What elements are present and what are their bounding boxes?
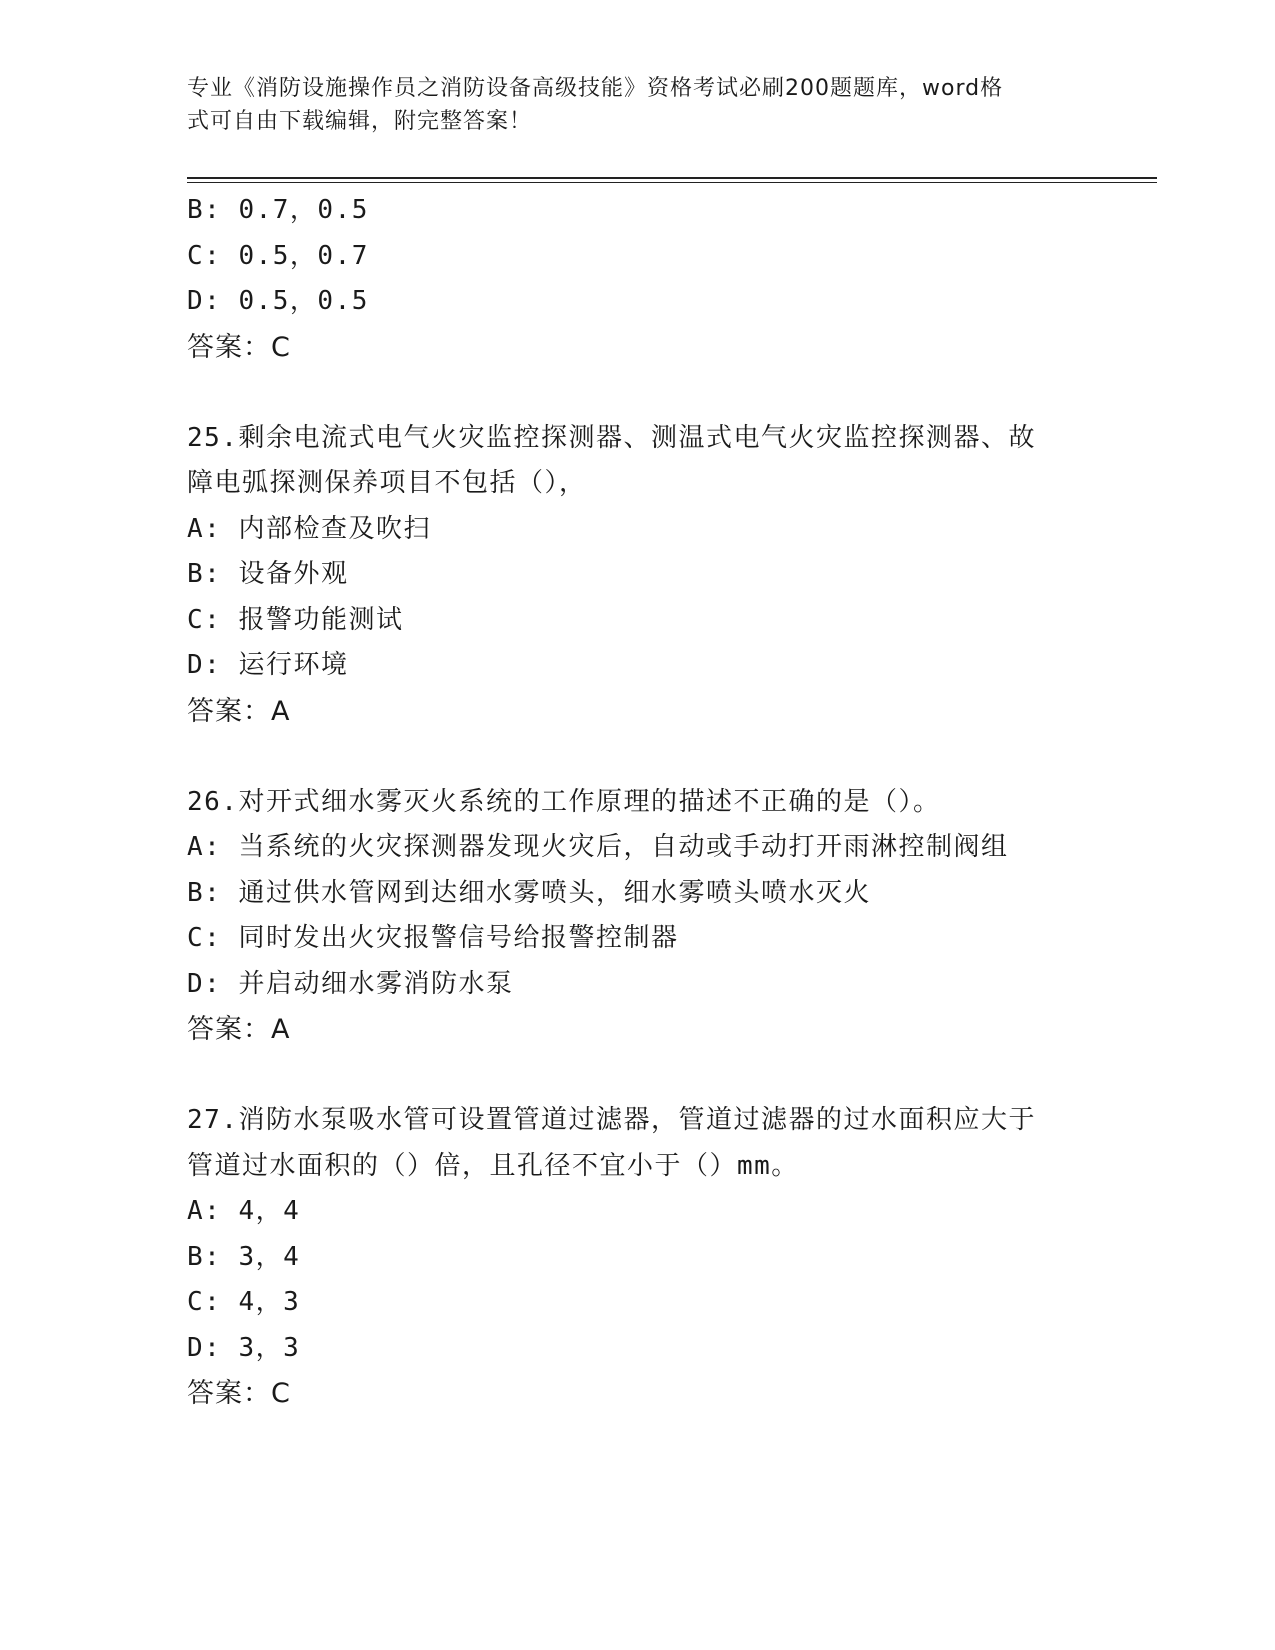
document-header	[187, 72, 1067, 138]
answer-line: 答案：A	[187, 1014, 291, 1045]
header-line-1: 专业《消防设施操作员之消防设备高级技能》资格考试必刷200题题库，word格	[187, 76, 1004, 101]
spacer	[187, 1053, 1087, 1099]
option-a: A: 内部检查及吹扫	[187, 513, 431, 544]
option-c: C: 同时发出火灾报警信号给报警控制器	[187, 923, 679, 953]
stem-line: 管道过水面积的（）倍，且孔径不宜小于（）mm。	[187, 1150, 799, 1181]
question-stem	[187, 416, 1087, 507]
stem-line: 25.剩余电流式电气火灾监控探测器、测温式电气火灾监控探测器、故	[187, 422, 1036, 453]
option-a: A: 当系统的火灾探测器发现火灾后，自动或手动打开雨淋控制阀组	[187, 832, 1009, 862]
spacer	[187, 370, 1087, 416]
answer-line: 答案：C	[187, 331, 291, 363]
option-c: C: 0.5，0.7	[187, 240, 369, 271]
prev-question	[187, 188, 1087, 370]
answer-line: 答案：C	[187, 1378, 291, 1409]
header-line-2: 式可自由下载编辑，附完整答案！	[187, 109, 533, 134]
option-d: D: 3，3	[187, 1332, 301, 1363]
header-rule-thin	[187, 182, 1157, 183]
option-b: B: 通过供水管网到达细水雾喷头，细水雾喷头喷水灭火	[187, 877, 871, 908]
option-c: C: 4，3	[187, 1287, 301, 1317]
option-d: D: 运行环境	[187, 650, 349, 680]
option-b: B: 设备外观	[187, 559, 349, 589]
question-stem	[187, 1098, 1087, 1189]
option-b: B: 0.7，0.5	[187, 195, 369, 225]
question-content	[187, 188, 1087, 1417]
question-stem	[187, 780, 1087, 826]
option-a: A: 4，4	[187, 1196, 301, 1226]
option-d: D: 并启动细水雾消防水泵	[187, 968, 514, 999]
stem-line: 26.对开式细水雾灭火系统的工作原理的描述不正确的是（）。	[187, 786, 941, 817]
header-rule-thick	[187, 177, 1157, 179]
question-27	[187, 1098, 1087, 1417]
spacer	[187, 734, 1087, 780]
option-c: C: 报警功能测试	[187, 604, 404, 635]
stem-line: 障电弧探测保养项目不包括（），	[187, 468, 587, 498]
question-25	[187, 416, 1087, 735]
option-d: D: 0.5，0.5	[187, 286, 369, 316]
question-26	[187, 780, 1087, 1053]
option-b: B: 3，4	[187, 1241, 301, 1272]
stem-line: 27.消防水泵吸水管可设置管道过滤器，管道过滤器的过水面积应大于	[187, 1105, 1036, 1135]
answer-line: 答案：A	[187, 695, 291, 727]
